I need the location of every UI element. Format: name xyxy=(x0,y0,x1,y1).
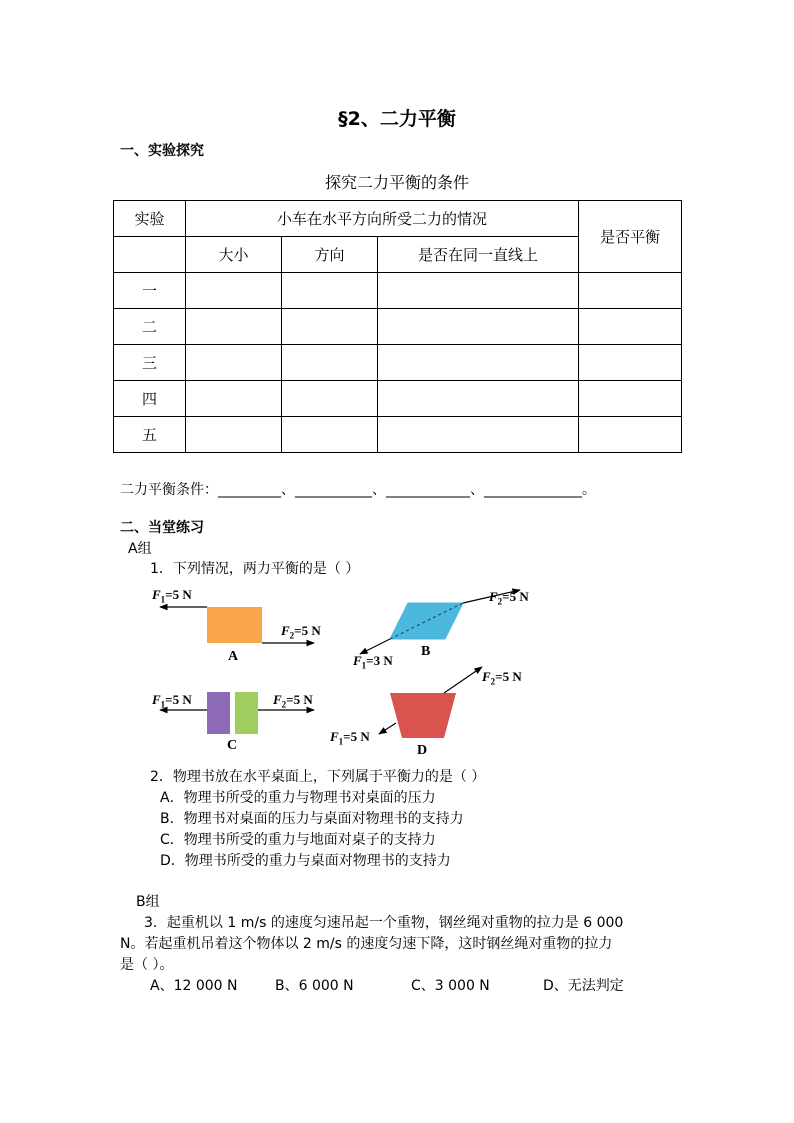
row-label: 三 xyxy=(114,345,186,381)
q3-option-a[interactable]: A、12 000 N xyxy=(150,978,238,994)
page-title: §2、二力平衡 xyxy=(338,108,456,130)
q3-option-b[interactable]: B、6 000 N xyxy=(275,978,354,994)
block-a xyxy=(207,607,262,643)
label-d-f1: $F_1=5$ N xyxy=(330,729,370,747)
row-label: 一 xyxy=(114,273,186,309)
figure-letter-b: B xyxy=(421,644,431,659)
row-label: 四 xyxy=(114,381,186,417)
q3-option-d[interactable]: D、无法判定 xyxy=(543,978,624,994)
question-3-line-3: 是（ ）。 xyxy=(120,957,174,973)
figure-d xyxy=(379,667,482,738)
question-3-line-2: N。若起重机吊着这个物体以 2 m/s 的速度匀速下降，这时钢丝绳对重物的拉力 xyxy=(120,936,613,952)
header-balanced: 是否平衡 xyxy=(579,201,682,273)
label-a-f2: $F_2=5$ N xyxy=(281,623,321,641)
label-c-f1: $F_1=5$ N xyxy=(152,692,192,710)
group-a-label: A组 xyxy=(128,541,152,557)
figure-letter-c: C xyxy=(227,738,238,753)
block-c-right xyxy=(235,692,258,734)
header-force-group: 小车在水平方向所受二力的情况 xyxy=(186,201,579,237)
question-3-line-1: 3．起重机以 1 m/s 的速度匀速吊起一个重物，钢丝绳对重物的拉力是 6 000 xyxy=(144,915,624,931)
q2-option-c[interactable]: C．物理书所受的重力与地面对桌子的支持力 xyxy=(160,832,436,848)
row-label: 五 xyxy=(114,417,186,453)
arrow-b-f1 xyxy=(360,639,390,654)
header-direction: 方向 xyxy=(282,237,378,273)
label-c-f2: $F_2=5$ N xyxy=(273,692,313,710)
q2-option-d[interactable]: D．物理书所受的重力与桌面对物理书的支持力 xyxy=(160,853,451,869)
arrow-d-f2 xyxy=(444,667,482,693)
q3-option-c[interactable]: C、3 000 N xyxy=(411,978,490,994)
condition-label: 二力平衡条件： xyxy=(120,482,218,498)
q2-option-a[interactable]: A．物理书所受的重力与物理书对桌面的压力 xyxy=(160,790,436,806)
table-caption: 探究二力平衡的条件 xyxy=(324,173,469,192)
arrow-d-f1 xyxy=(379,723,396,734)
question-2-text: 2．物理书放在水平桌面上，下列属于平衡力的是（ ） xyxy=(150,769,486,785)
block-d xyxy=(390,693,456,738)
label-b-f1: $F_1=3$ N xyxy=(353,653,393,671)
label-d-f2: $F_2=5$ N xyxy=(482,669,522,687)
header-magnitude: 大小 xyxy=(186,237,282,273)
block-c-left xyxy=(207,692,230,734)
label-a-f1: $F_1=5$ N xyxy=(152,587,192,605)
header-same-line: 是否在同一直线上 xyxy=(378,237,579,273)
question-1-text: 1．下列情况，两力平衡的是（ ） xyxy=(150,561,360,577)
figure-letter-a: A xyxy=(228,649,239,664)
figure-letter-d: D xyxy=(417,743,428,758)
group-b-label: B组 xyxy=(136,894,160,910)
header-experiment: 实验 xyxy=(114,201,186,237)
section-heading-experiment: 一、实验探究 xyxy=(120,143,204,159)
row-label: 二 xyxy=(114,309,186,345)
section-heading-practice: 二、当堂练习 xyxy=(120,520,204,536)
condition-blanks[interactable]: _________、___________、____________、______________。 xyxy=(218,482,596,498)
label-b-f2: $F_2=5$ N xyxy=(489,589,529,607)
q2-option-b[interactable]: B．物理书对桌面的压力与桌面对物理书的支持力 xyxy=(160,811,464,827)
